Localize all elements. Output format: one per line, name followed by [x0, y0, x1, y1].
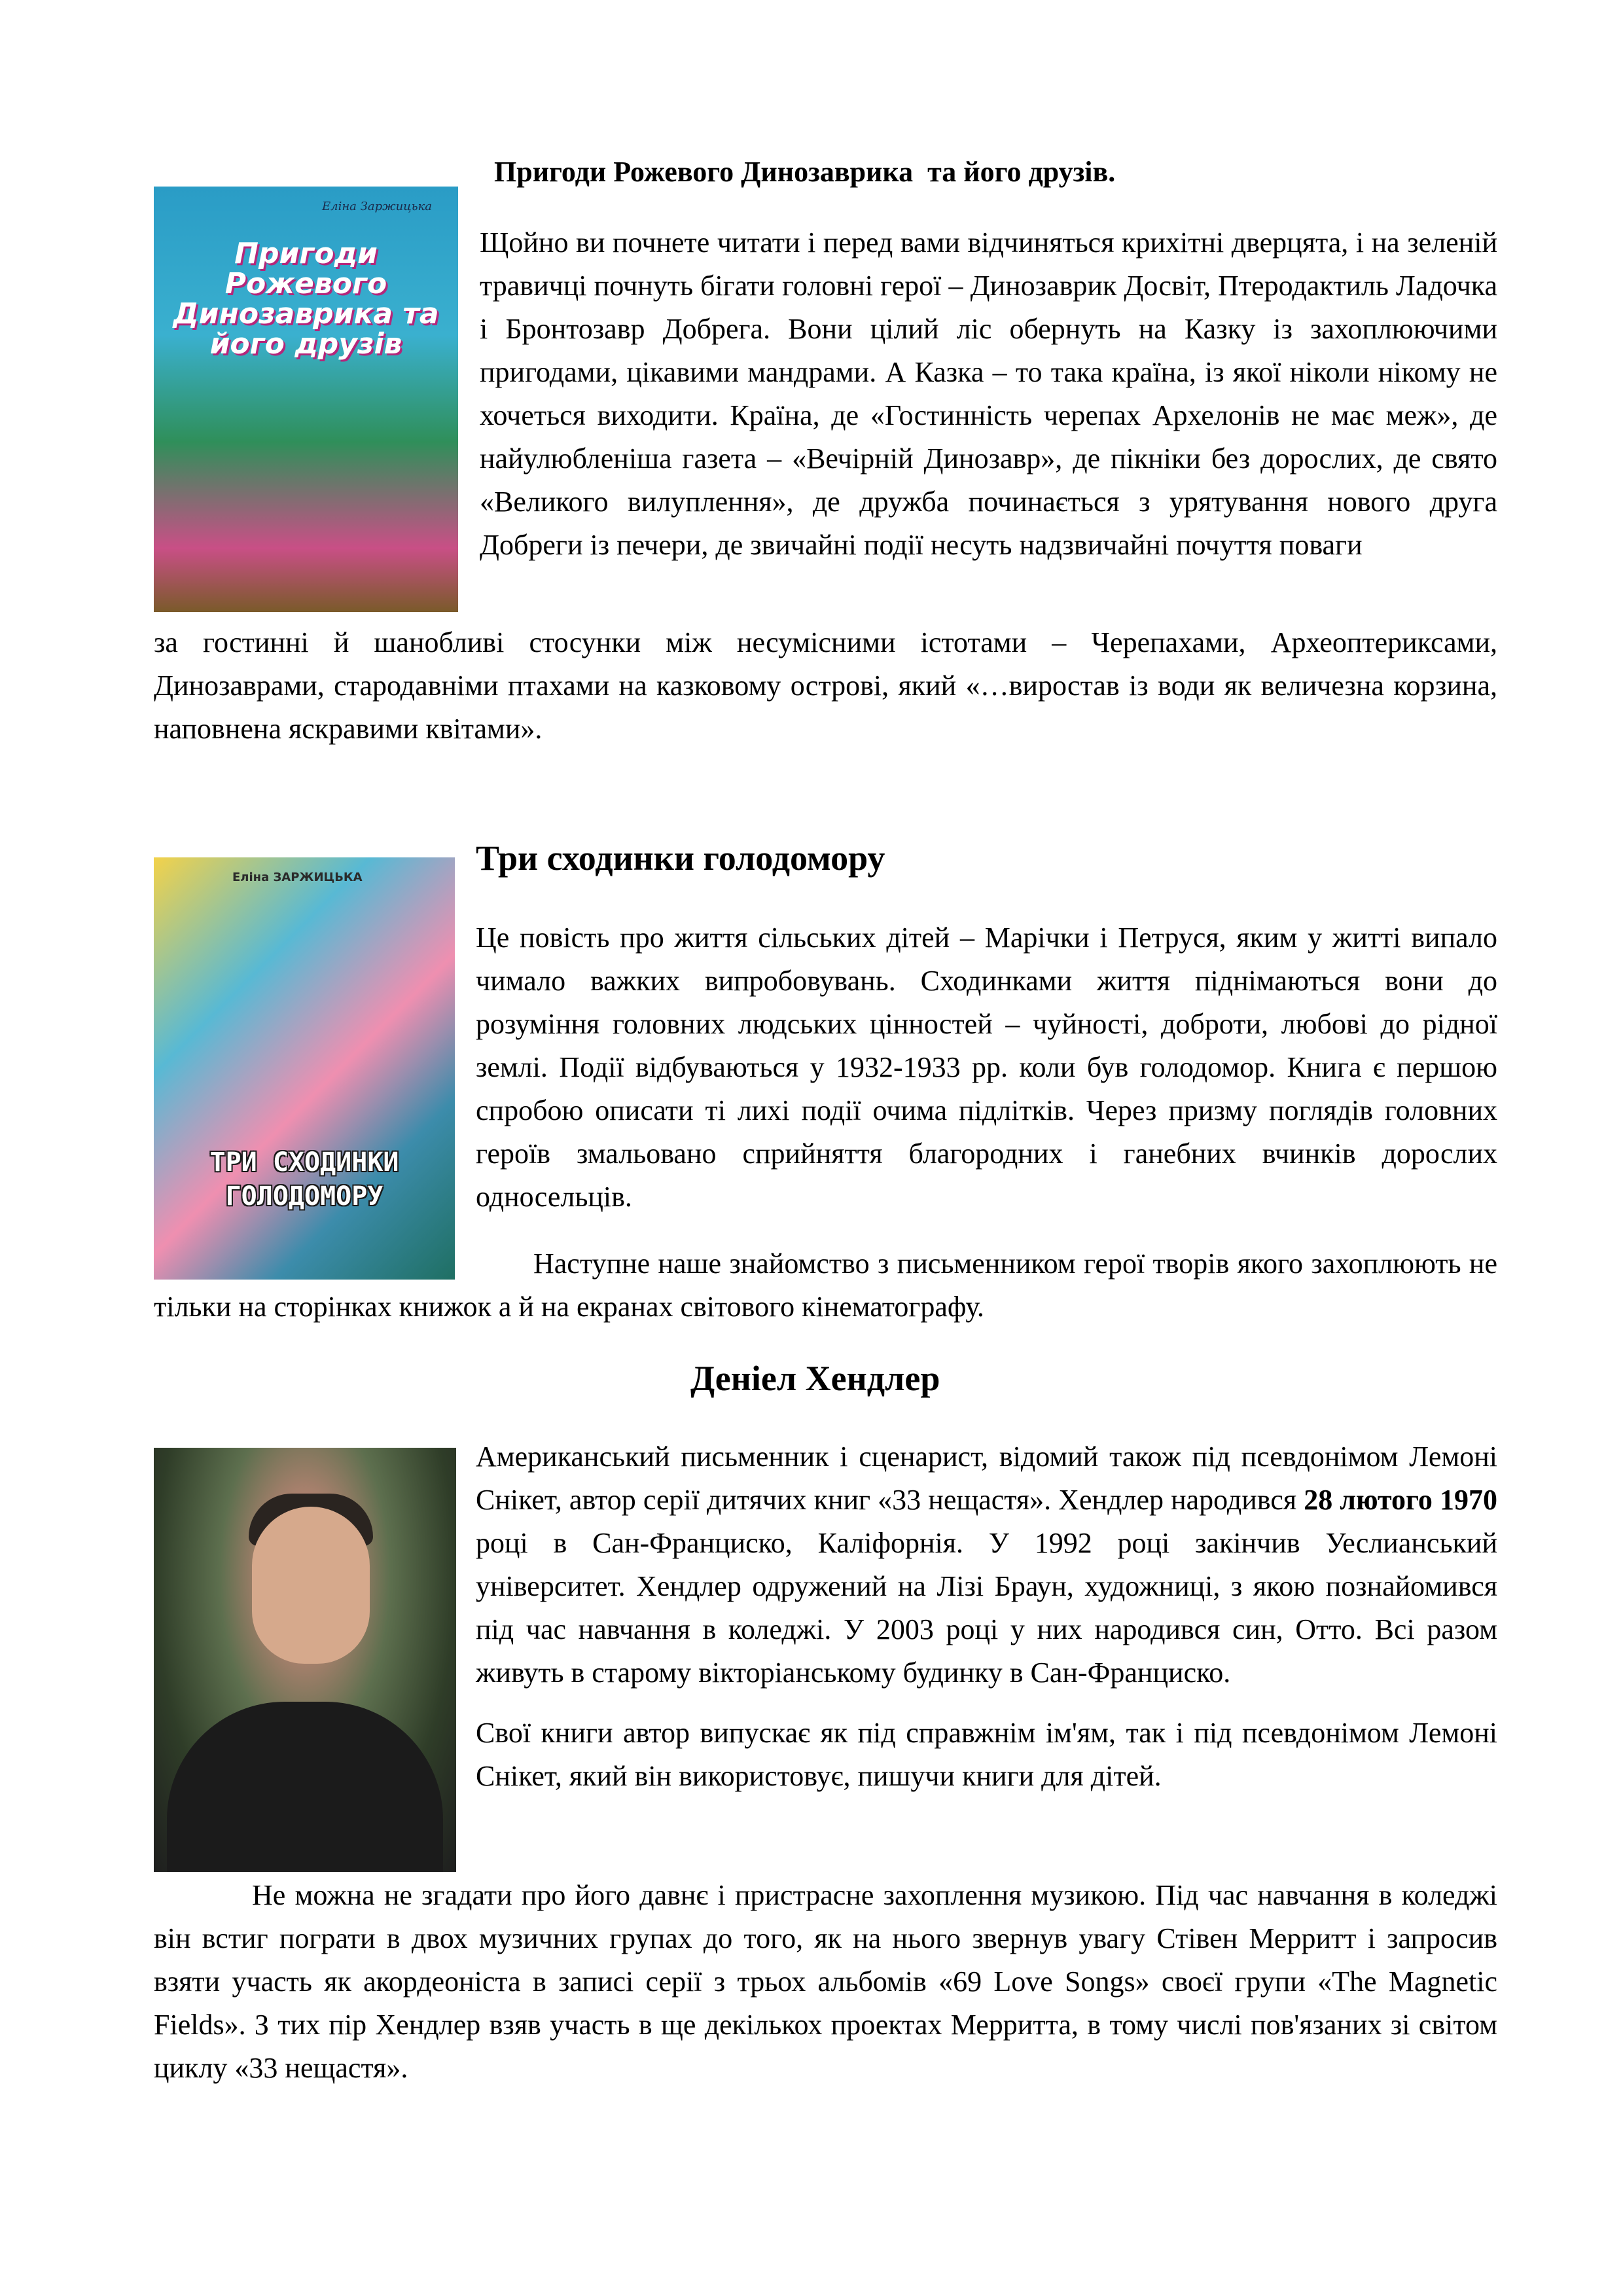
book1-cover-image: [154, 187, 458, 612]
book2-description-text: Це повість про життя сільських дітей – Марічки і Петруся, яким у житті випало чимало важких випробовувань. Сходинками життя піднімаються вони до розуміння головних людських цінностей – чуйності, доброти, любові до рідної землі. Події відбуваються у 1932-1933 рр. коли був голодомор. Книга є першою спробою описати ті лихі події очима підлітків. Через призму поглядів головних героїв змальовано сприйняття благородних і ганебних вчинків дорослих односельців.: [476, 922, 1497, 1213]
book1-description-continued-text: за гостинні й шанобливі стосунки між несумісними істотами – Черепахами, Археоптериксами, Динозаврами, стародавніми птахами на казковому острові, який «…виростав із води як величезна корзина, наповнена яскравими квітами».: [154, 626, 1497, 745]
author-bio: [476, 1435, 1497, 1798]
author-photo-sweater: [167, 1702, 443, 1872]
book1-description-continued: [154, 621, 1497, 751]
author-bio-paragraph-1: [476, 1435, 1497, 1695]
author-name-heading: Деніел Хендлер: [690, 1359, 940, 1398]
author-photo-face: [252, 1507, 370, 1664]
book1-cover-title: Пригоди Рожевого Динозаврика та його друзів: [173, 237, 439, 361]
author-bio-paragraph-2: Свої книги автор випускає як під справжнім ім'ям, так і під псевдонімом Лемоні Снікет, який він використовує, пишучи книги для дітей.: [476, 1717, 1497, 1792]
book1-description-text: Щойно ви почнете читати і перед вами відчиняться крихітні дверцята, і на зеленій травичці почнуть бігати головні герої – Динозаврик Досвіт, Птеродактиль Ладочка і Бронтозавр Добрега. Вони цілий ліс обернуть на Казку із захоплюючими пригодами, цікавими мандрами. А Казка – то така країна, із якої ніколи нікому не хочеться виходити. Країна, де «Гостинність черепах Архелонів не має меж», де найулюбленіша газета – «Вечірній Динозавр», де пікніки без дорослих, де свято «Великого вилуплення», де дружба починається з урятування нового друга Добреги із печери, де звичайні події несуть надзвичайні почуття поваги: [480, 226, 1497, 561]
book1-cover-author: Еліна Заржицька: [321, 200, 432, 213]
author-bio-text-a: Американський письменник і сценарист, відомий також під псевдонімом Лемоні Снікет, автор серії дитячих книг «33 нещастя». Хендлер народився: [476, 1441, 1497, 1516]
book1-description: [480, 221, 1497, 567]
transition-paragraph-text: Наступне наше знайомство з письменником герої творів якого захоплюють не тільки на сторінках книжок а й на екранах світового кінематографу.: [154, 1247, 1497, 1323]
book2-cover-title: ТРИ СХОДИНКИ ГОЛОДОМОРУ: [209, 1147, 399, 1211]
music-paragraph-text: Не можна не згадати про його давнє і пристрасне захоплення музикою. Під час навчання в коледжі він встиг пограти в двох музичних групах до того, як на нього звернув увагу Стівен Мерритт і запросив взяти участь як акордеоніста в записі серії з трьох альбомів «69 Love Songs» своєї групи «The Magnetic Fields». З тих пір Хендлер взяв участь в ще декількох проектах Мерритта, в тому числі пов'язаних зі світом циклу «33 нещастя».: [154, 1879, 1497, 2084]
author-bio-text-b: році в Сан-Франциско, Каліфорнія. У 1992 році закінчив Уеслианський університет. Хендлер одружений на Лізі Браун, художниці, з якою познайомився під час навчання в коледжі. У 2003 році у них народився син, Отто. Всі разом живуть в старому вікторіанському будинку в Сан-Франциско.: [476, 1527, 1497, 1689]
book2-description: [476, 916, 1497, 1219]
book1-title: Пригоди Рожевого Динозаврика та його друзів.: [494, 156, 1116, 188]
book2-cover-image: [154, 857, 455, 1280]
music-paragraph: [154, 1874, 1497, 2090]
transition-paragraph: [154, 1242, 1497, 1329]
author-photo: [154, 1448, 456, 1872]
author-birth-date: 28 лютого 1970: [1304, 1484, 1498, 1516]
book2-cover-author: Еліна ЗАРЖИЦЬКА: [232, 870, 363, 884]
book2-title: Три сходинки голодомору: [476, 838, 885, 878]
